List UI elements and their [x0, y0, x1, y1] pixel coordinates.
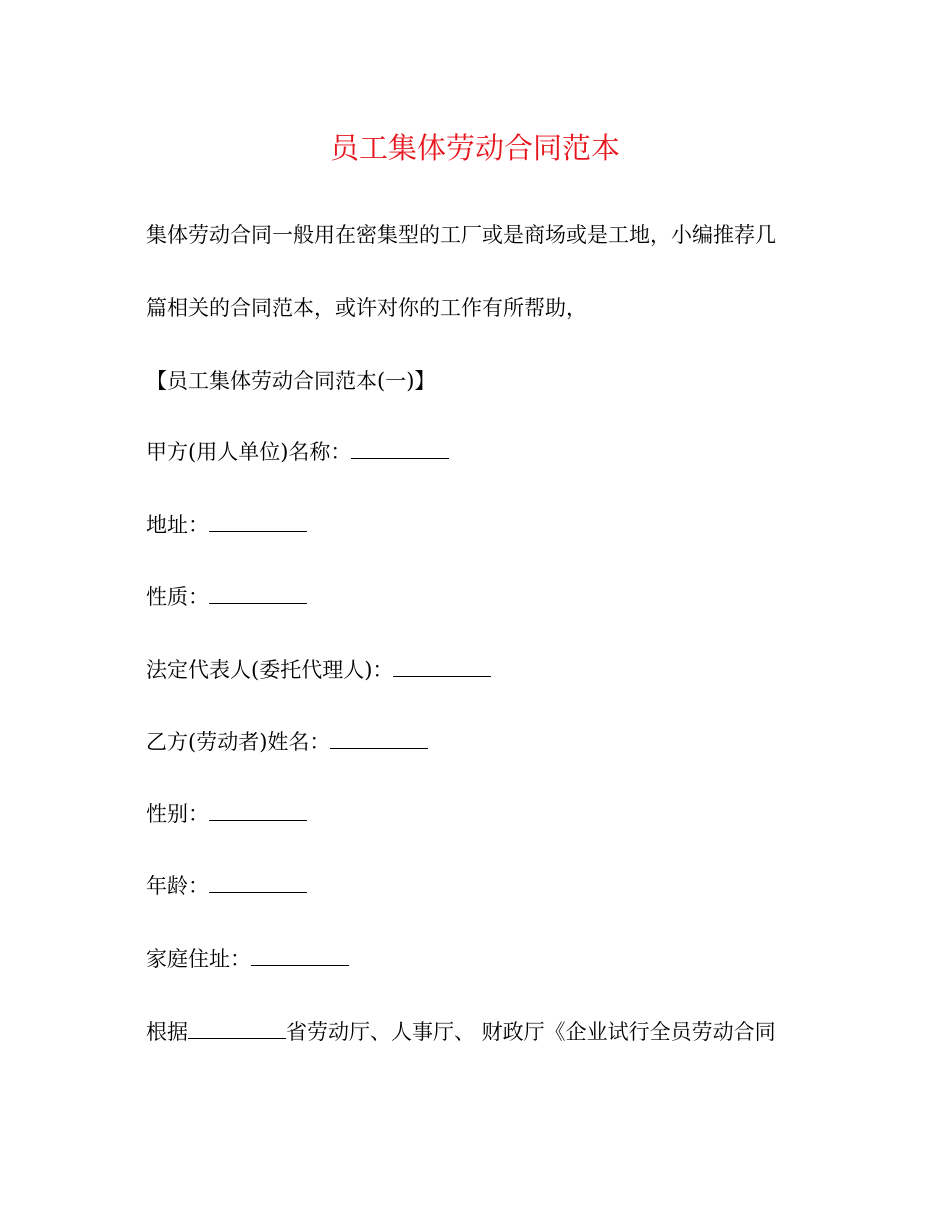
age-blank: [209, 871, 307, 893]
document-title: 员工集体劳动合同范本: [329, 131, 620, 165]
gender-blank: [209, 799, 307, 821]
nature-row: [146, 582, 307, 612]
intro-paragraph-line-2: 篇相关的合同范本，或许对你的工作有所帮助，: [146, 296, 587, 320]
address-blank: [209, 510, 307, 532]
basis-row: [146, 1017, 776, 1047]
party-a-name-blank: [351, 437, 449, 459]
home-address-blank: [251, 944, 349, 966]
basis-prefix: 根据: [146, 1020, 188, 1044]
party-a-name-row: [146, 437, 449, 467]
address-row: [146, 510, 307, 540]
basis-suffix: 省劳动厅、人事厅、 财政厅《企业试行全员劳动合同: [286, 1020, 776, 1044]
legal-rep-label: 法定代表人(委托代理人)：: [146, 658, 394, 682]
home-address-label: 家庭住址：: [146, 947, 251, 971]
intro-paragraph-line-1: 集体劳动合同一般用在密集型的工厂或是商场或是工地，小编推荐几: [146, 223, 776, 247]
section-heading: 【员工集体劳动合同范本(一)】: [146, 369, 436, 393]
nature-blank: [209, 582, 307, 604]
gender-row: [146, 799, 307, 829]
home-address-row: [146, 944, 349, 974]
gender-label: 性别：: [146, 802, 209, 826]
party-b-name-row: [146, 727, 428, 757]
legal-rep-row: [146, 655, 491, 685]
address-label: 地址：: [146, 513, 209, 537]
nature-label: 性质：: [146, 585, 209, 609]
age-row: [146, 871, 307, 901]
party-b-name-blank: [330, 727, 428, 749]
basis-province-blank: [188, 1017, 286, 1039]
age-label: 年龄：: [146, 874, 209, 898]
party-b-name-label: 乙方(劳动者)姓名：: [146, 730, 331, 754]
legal-rep-blank: [393, 655, 491, 677]
party-a-name-label: 甲方(用人单位)名称：: [146, 440, 352, 464]
